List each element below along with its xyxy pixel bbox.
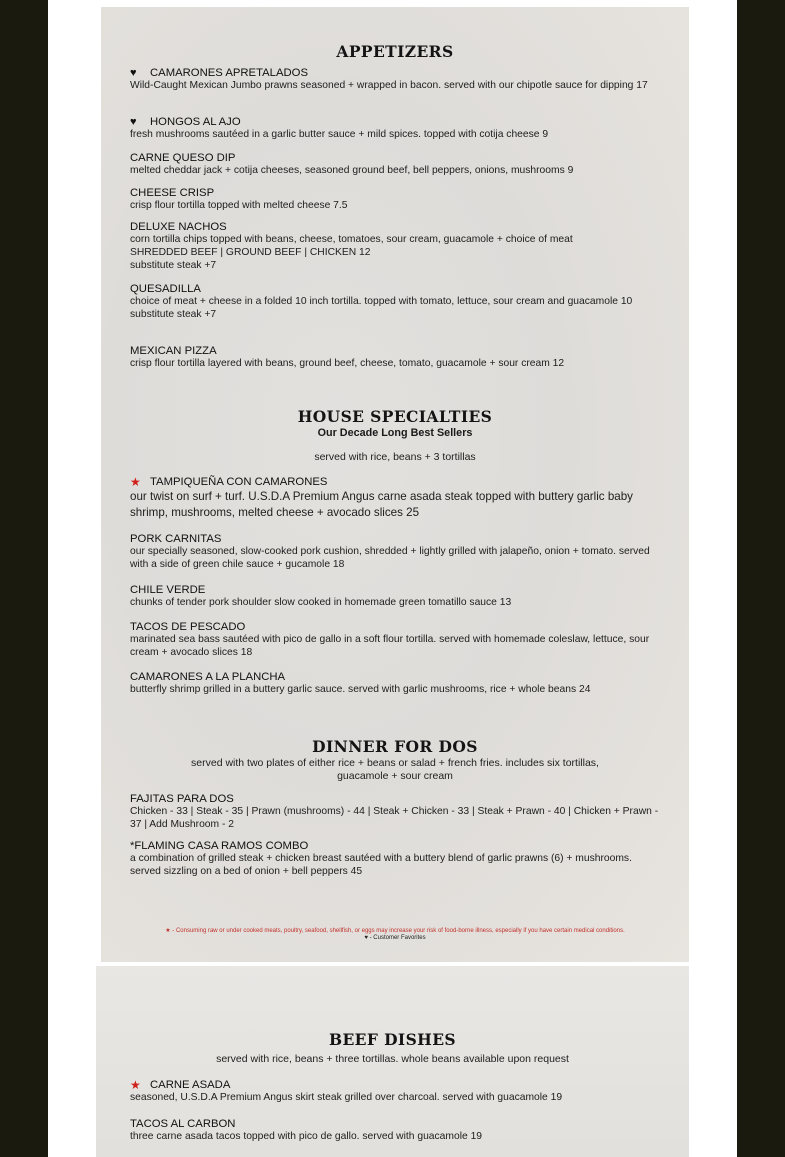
beef-dishes-note: served with rice, beans + three tortillas. whole beans available upon request [216,1053,569,1065]
menu-item [130,67,660,93]
item-description: crisp flour tortilla topped with melted cheese 7.5 [130,200,348,211]
menu-item [130,1118,660,1144]
menu-page-1 [101,7,689,962]
house-specialties-subtitle: Our Decade Long Best Sellers [317,427,473,439]
item-name: CAMARONES A LA PLANCHA [130,671,286,683]
food-safety-disclaimer: ★ - Consuming raw or under cooked meats, poultry, seafood, shellfish, or eggs may increase your risk of food-borne illness, especially if you have certain medical conditions. [165,928,625,934]
item-meat-options: SHREDDED BEEF | GROUND BEEF | CHICKEN 12 [130,246,371,258]
menu-item [130,152,660,178]
item-description: a combination of grilled steak + chicken breast sautéed with a buttery blend of garlic prawns (6) + mushrooms. served sizzling on a bed of onion + bell peppers 45 [130,853,632,877]
item-name: *FLAMING CASA RAMOS COMBO [130,840,309,852]
house-specialties-note: served with rice, beans + 3 tortillas [314,451,476,463]
menu-page-2 [96,966,689,1157]
item-description: chunks of tender pork shoulder slow cooked in homemade green tomatillo sauce 13 [130,597,512,608]
menu-item [130,1079,660,1105]
menu-item [130,793,660,832]
right-dark-border [737,0,785,1157]
beef-dishes-title: BEEF DISHES [328,1030,457,1049]
heart-icon: ♥ [130,116,137,128]
item-name: CHEESE CRISP [130,187,215,199]
item-name: CARNE ASADA [150,1079,231,1091]
customer-favorites-legend: ♥ - Customer Favorites [364,935,426,941]
item-name: CARNE QUESO DIP [130,152,236,164]
left-dark-border [0,0,48,1157]
star-icon: ★ [130,475,141,489]
star-icon: ★ [130,1078,141,1092]
item-description: our twist on surf + turf. U.S.D.A Premium Angus carne asada steak topped with buttery garlic baby shrimp, mushrooms, melted cheese + avocado slices 25 [130,490,633,519]
item-name: HONGOS AL AJO [150,116,241,128]
item-description: crisp flour tortilla layered with beans, ground beef, cheese, tomato, guacamole + sour cream 12 [130,358,565,369]
menu-item [130,116,660,142]
house-specialties-title: HOUSE SPECIALTIES [297,407,493,426]
menu-item [130,476,660,520]
menu-item [130,840,660,879]
item-description: choice of meat + cheese in a folded 10 inch tortilla. topped with tomato, lettuce, sour cream and guacamole 10 [130,296,633,307]
dinner-for-dos-title: DINNER FOR DOS [312,737,478,756]
item-name: QUESADILLA [130,283,201,295]
item-description: our specially seasoned, slow-cooked pork cushion, shredded + lightly grilled with jalapeño, onion + tomato. served with a side of green chile sauce + gucamole 18 [130,546,650,570]
item-description: butterfly shrimp grilled in a buttery garlic sauce. served with garlic mushrooms, rice + whole beans 24 [130,684,591,695]
menu-item [130,345,660,371]
dinner-for-dos-note: served with two plates of either rice + beans or salad + french fries. includes six tortillas, guacamole + sour cream [191,757,599,782]
item-name: PORK CARNITAS [130,533,222,545]
item-description: seasoned, U.S.D.A Premium Angus skirt steak grilled over charcoal. served with guacamole 19 [130,1092,563,1103]
item-name: FAJITAS PARA DOS [130,793,234,805]
item-description: fresh mushrooms sautéed in a garlic butter sauce + mild spices. topped with cotija cheese 9 [130,129,549,140]
item-name: TAMPIQUEÑA CON CAMARONES [150,476,328,488]
item-name: DELUXE NACHOS [130,221,227,233]
heart-icon: ♥ [130,67,137,79]
item-description: melted cheddar jack + cotija cheeses, seasoned ground beef, bell peppers, onions, mushrooms 9 [130,165,574,176]
menu-item [130,221,660,272]
item-description: Chicken - 33 | Steak - 35 | Prawn (mushrooms) - 44 | Steak + Chicken - 33 | Steak + Prawn - 40 | Chicken + Prawn - 37 | Add Mushroom - 2 [130,806,659,830]
item-name: CHILE VERDE [130,584,206,596]
item-description: marinated sea bass sautéed with pico de gallo in a soft flour tortilla. served with homemade coleslaw, lettuce, sour cream + avocado slices 18 [130,634,650,658]
appetizers-title: APPETIZERS [336,42,454,61]
item-substitution: substitute steak +7 [130,308,217,320]
item-description: Wild-Caught Mexican Jumbo prawns seasoned + wrapped in bacon. served with our chipotle sauce for dipping 17 [130,80,648,91]
item-substitution: substitute steak +7 [130,259,217,271]
menu-item [130,671,660,697]
menu-item [130,283,660,322]
item-name: TACOS DE PESCADO [130,621,246,633]
item-description: corn tortilla chips topped with beans, cheese, tomatoes, sour cream, guacamole + choice of meat [130,234,573,245]
menu-item [130,533,660,572]
menu-item [130,187,660,213]
menu-item [130,584,660,610]
item-description: three carne asada tacos topped with pico de gallo. served with guacamole 19 [130,1131,483,1142]
item-name: MEXICAN PIZZA [130,345,217,357]
item-name: CAMARONES APRETALADOS [150,67,308,79]
menu-item [130,621,660,660]
item-name: TACOS AL CARBON [130,1118,236,1130]
